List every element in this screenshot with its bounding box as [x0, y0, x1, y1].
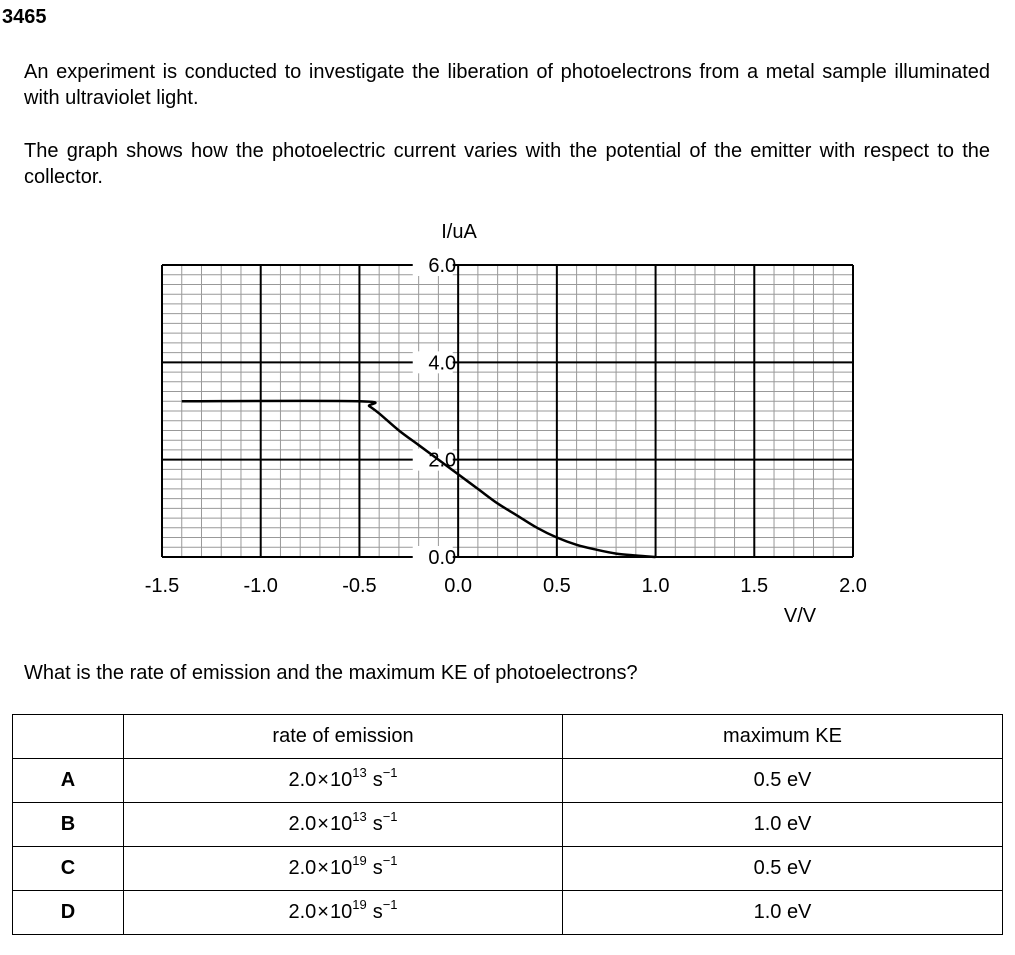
x-axis-label: V/V	[783, 605, 817, 627]
current-voltage-graph	[0, 210, 1015, 630]
intro-paragraph: An experiment is conducted to investigate the liberation of photoelectrons from a metal sample illuminated with ultraviolet light.	[24, 61, 990, 109]
header-key	[13, 715, 124, 759]
option-key: D	[13, 891, 124, 935]
x-tick-label: 0.0	[444, 575, 473, 597]
x-tick-label: -1.0	[243, 575, 278, 597]
y-tick-label: 0.0	[428, 547, 457, 569]
maximum-ke-value: 0.5 eV	[563, 759, 1003, 803]
maximum-ke-value: 0.5 eV	[563, 847, 1003, 891]
x-tick-label: 0.5	[542, 575, 571, 597]
rate-of-emission-value: $2.0\times 10^{19}$ $s^{-1}$	[124, 847, 563, 891]
x-tick-label: 1.0	[641, 575, 670, 597]
maximum-ke-value: 1.0 eV	[563, 891, 1003, 935]
header-maximum-ke: maximum KE	[563, 715, 1003, 759]
x-tick-labels	[145, 575, 867, 597]
x-tick-label: 2.0	[839, 575, 867, 597]
table-header-row	[13, 715, 1003, 759]
option-key: C	[13, 847, 124, 891]
option-row-a[interactable]	[13, 759, 1003, 803]
x-tick-label: -0.5	[342, 575, 377, 597]
option-row-d[interactable]	[13, 891, 1003, 935]
option-key: A	[13, 759, 124, 803]
answer-options-table	[12, 714, 1003, 935]
question-text: What is the rate of emission and the maximum KE of photoelectrons?	[24, 662, 638, 684]
y-tick-label: 2.0	[428, 449, 457, 472]
y-axis-label: I/uA	[441, 221, 477, 243]
question-number: 3465	[2, 6, 47, 28]
y-tick-label: 4.0	[428, 352, 457, 375]
y-tick-label: 6.0	[428, 255, 457, 277]
option-row-b[interactable]	[13, 803, 1003, 847]
option-key: B	[13, 803, 124, 847]
option-row-c[interactable]	[13, 847, 1003, 891]
x-tick-label: 1.5	[740, 575, 769, 597]
x-tick-label: -1.5	[144, 575, 180, 597]
rate-of-emission-value: $2.0\times 10^{13}$ $s^{-1}$	[124, 759, 563, 803]
rate-of-emission-value: $2.0\times 10^{19}$ $s^{-1}$	[124, 891, 563, 935]
rate-of-emission-value: $2.0\times 10^{13}$ $s^{-1}$	[124, 803, 563, 847]
maximum-ke-value: 1.0 eV	[563, 803, 1003, 847]
header-rate-of-emission: rate of emission	[124, 715, 563, 759]
grid-minor-lines	[162, 265, 853, 557]
graph-description-paragraph: The graph shows how the photoelectric current varies with the potential of the emitter with respect to the collector.	[24, 140, 990, 188]
